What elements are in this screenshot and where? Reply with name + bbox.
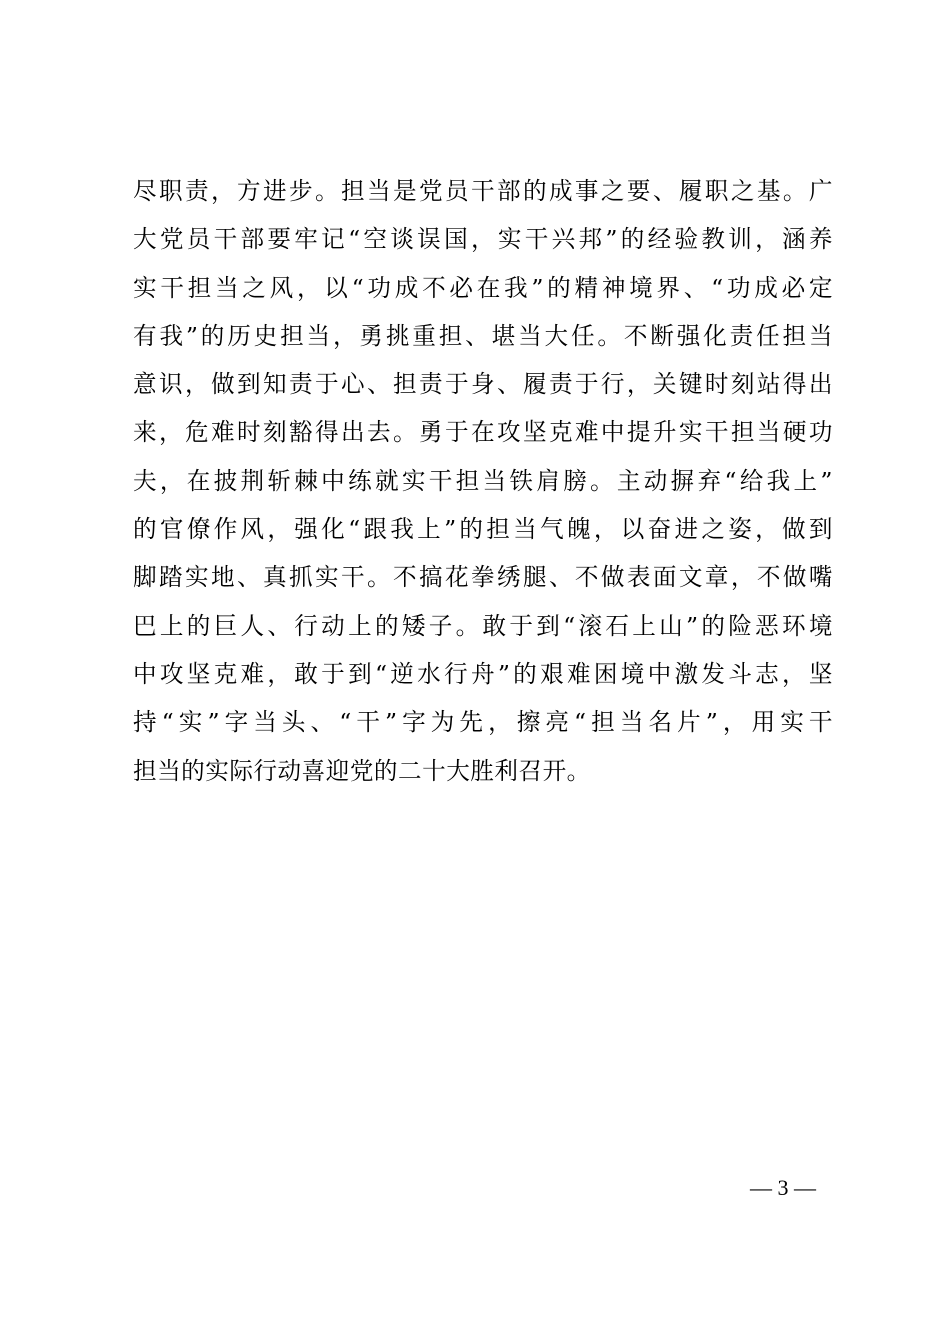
paragraph-line: 有我”的历史担当，勇挑重担、堪当大任。不断强化责任担当 [133, 321, 833, 350]
body-paragraph [133, 167, 833, 795]
paragraph-line: 的官僚作风，强化“跟我上”的担当气魄，以奋进之姿，做到 [133, 515, 833, 544]
paragraph-line: 中攻坚克难，敢于到“逆水行舟”的艰难困境中激发斗志，坚 [133, 659, 833, 688]
paragraph-line: 巴上的巨人、行动上的矮子。敢于到“滚石上山”的险恶环境 [133, 611, 833, 640]
paragraph-line: 尽职责，方进步。担当是党员干部的成事之要、履职之基。广 [133, 177, 833, 205]
paragraph-line: 脚踏实地、真抓实干。不搞花拳绣腿、不做表面文章，不做嘴 [133, 563, 833, 592]
paragraph-line: 来，危难时刻豁得出去。勇于在攻坚克难中提升实干担当硬功 [133, 418, 833, 447]
paragraph-line: 实干担当之风，以“功成不必在我”的精神境界、“功成必定 [133, 273, 833, 302]
paragraph-line: 夫，在披荆斩棘中练就实干担当铁肩膀。主动摒弃“给我上” [133, 466, 833, 495]
paragraph-line: 意识，做到知责于心、担责于身、履责于行，关键时刻站得出 [133, 370, 833, 399]
paragraph-line: 持“实”字当头、“干”字为先，擦亮“担当名片”，用实干 [133, 708, 833, 737]
page-number: — 3 — [750, 1175, 816, 1200]
paragraph-line: 大党员干部要牢记“空谈误国，实干兴邦”的经验教训，涵养 [133, 225, 833, 254]
paragraph-line: 担当的实际行动喜迎党的二十大胜利召开。 [133, 756, 591, 785]
